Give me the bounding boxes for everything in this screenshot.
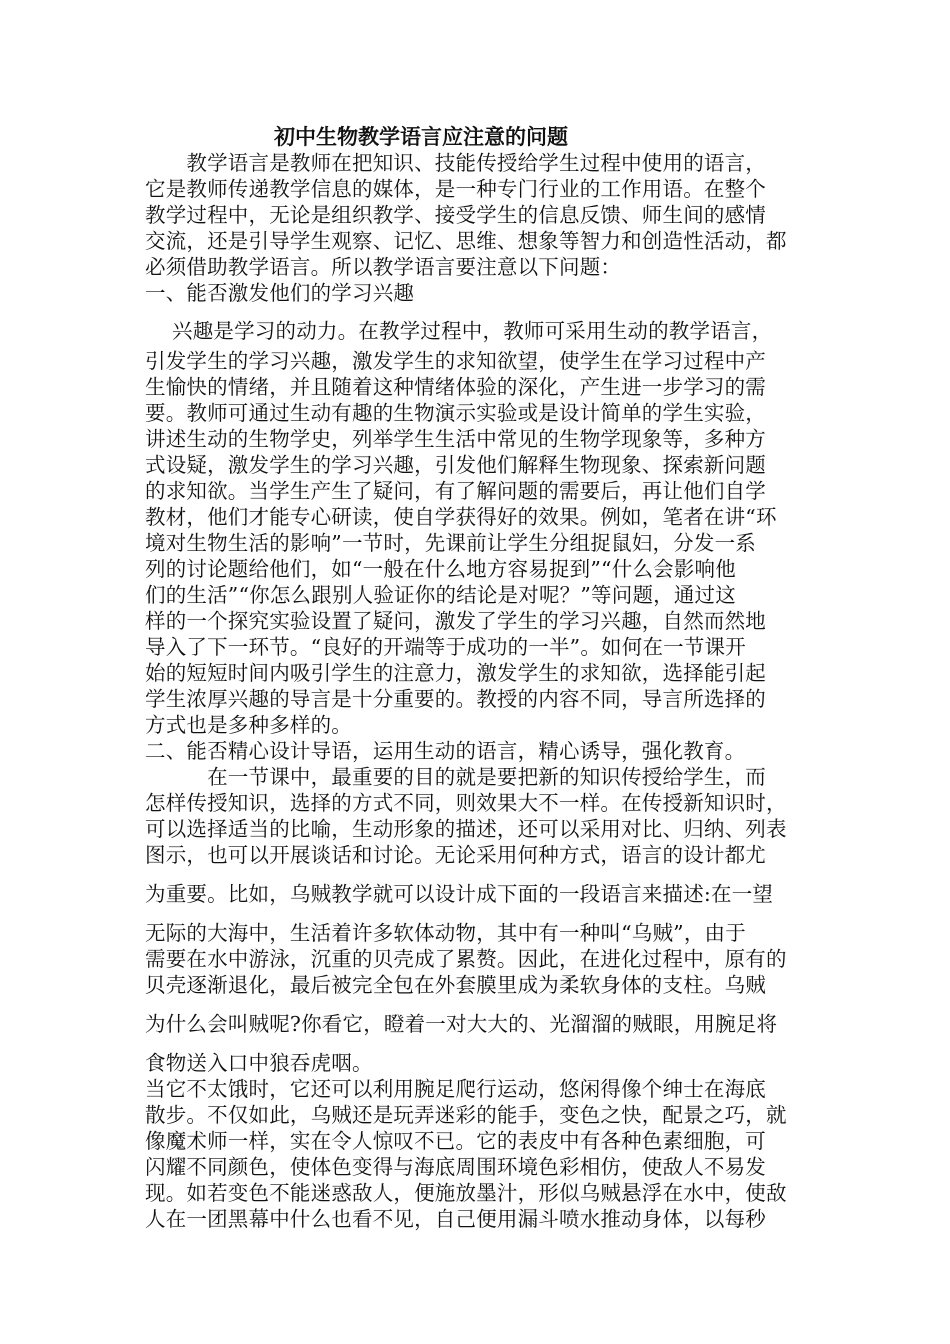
body-line: 学生浓厚兴趣的导言是十分重要的。教授的内容不同，导言所选择的: [145, 687, 766, 711]
body-line: 教材，他们才能专心研读，使自学获得好的效果。例如，笔者在讲“环: [145, 505, 777, 529]
body-line: 的求知欲。当学生产生了疑问，有了解问题的需要后，再让他们自学: [145, 479, 766, 503]
body-line: 方式也是多种多样的。: [145, 713, 352, 737]
body-line: 无际的大海中，生活着许多软体动物，其中有一种叫“乌贼”，由于: [145, 921, 746, 945]
body-line: 在一节课中，最重要的目的就是要把新的知识传授给学生，而: [145, 765, 766, 789]
body-line: 人在一团黑幕中什么也看不见，自己便用漏斗喷水推动身体，以每秒: [145, 1207, 766, 1231]
body-line: 需要在水中游泳，沉重的贝壳成了累赘。因此，在进化过程中，原有的: [145, 947, 787, 971]
section-heading: 二、能否精心设计导语，运用生动的语言，精心诱导，强化教育。: [145, 739, 746, 763]
section-heading: 一、能否激发他们的学习兴趣: [145, 281, 415, 305]
body-line: 导入了下一环节。“良好的开端等于成功的一半”。如何在一节课开: [145, 635, 746, 659]
body-line: 引发学生的学习兴趣，激发学生的求知欲望，使学生在学习过程中产: [145, 349, 766, 373]
body-line: 为什么会叫贼呢?你看它，瞪着一对大大的、光溜溜的贼眼，用腕足将: [145, 1012, 778, 1036]
body-line: 们的生活”“你怎么跟别人验证你的结论是对呢？”等问题，通过这: [145, 583, 736, 607]
body-line: 交流，还是引导学生观察、记忆、思维、想象等智力和创造性活动，都: [145, 229, 787, 253]
body-line: 贝壳逐渐退化，最后被完全包在外套膜里成为柔软身体的支柱。乌贼: [145, 973, 766, 997]
body-line: 必须借助教学语言。所以教学语言要注意以下问题：: [145, 255, 622, 279]
document-title: 初中生物教学语言应注意的问题: [274, 124, 568, 149]
body-line: 它是教师传递教学信息的媒体，是一种专门行业的工作用语。在整个: [145, 177, 766, 201]
body-line: 要。教师可通过生动有趣的生物演示实验或是设计简单的学生实验，: [145, 401, 766, 425]
body-line: 样的一个探究实验设置了疑问，激发了学生的学习兴趣，自然而然地: [145, 609, 766, 633]
body-line: 教学语言是教师在把知识、技能传授给学生过程中使用的语言，: [145, 151, 766, 175]
body-line: 可以选择适当的比喻，生动形象的描述，还可以采用对比、归纳、列表: [145, 817, 787, 841]
body-line: 食物送入口中狼吞虎咽。: [145, 1051, 373, 1075]
body-line: 式设疑，激发学生的学习兴趣，引发他们解释生物现象、探索新问题: [145, 453, 766, 477]
body-line: 列的讨论题给他们，如“一般在什么地方容易捉到”“什么会影响他: [145, 557, 736, 581]
body-line: 始的短短时间内吸引学生的注意力，激发学生的求知欲，选择能引起: [145, 661, 766, 685]
body-line: 现。如若变色不能迷惑敌人，便施放墨汁，形似乌贼悬浮在水中，使敌: [145, 1181, 787, 1205]
body-line: 闪耀不同颜色，使体色变得与海底周围环境色彩相仿，使敌人不易发: [145, 1155, 766, 1179]
body-line: 生愉快的情绪，并且随着这种情绪体验的深化，产生进一步学习的需: [145, 375, 766, 399]
body-line: 像魔术师一样，实在令人惊叹不已。它的表皮中有各种色素细胞，可: [145, 1129, 766, 1153]
body-line: 教学过程中，无论是组织教学、接受学生的信息反馈、师生间的感情: [145, 203, 766, 227]
body-line: 图示，也可以开展谈话和讨论。无论采用何种方式，语言的设计都尤: [145, 843, 766, 867]
body-line: 怎样传授知识，选择的方式不同，则效果大不一样。在传授新知识时，: [145, 791, 787, 815]
body-line: 讲述生动的生物学史，列举学生生活中常见的生物学现象等，多种方: [145, 427, 766, 451]
body-line: 境对生物生活的影响”一节时，先课前让学生分组捉鼠妇，分发一系: [145, 531, 756, 555]
body-line: 为重要。比如，乌贼教学就可以设计成下面的一段语言来描述:在一望: [145, 882, 774, 906]
body-line: 散步。不仅如此，乌贼还是玩弄迷彩的能手，变色之快，配景之巧，就: [145, 1103, 787, 1127]
body-line: 兴趣是学习的动力。在教学过程中，教师可采用生动的教学语言，: [172, 319, 773, 343]
body-line: 当它不太饿时，它还可以利用腕足爬行运动，悠闲得像个绅士在海底: [145, 1077, 766, 1101]
